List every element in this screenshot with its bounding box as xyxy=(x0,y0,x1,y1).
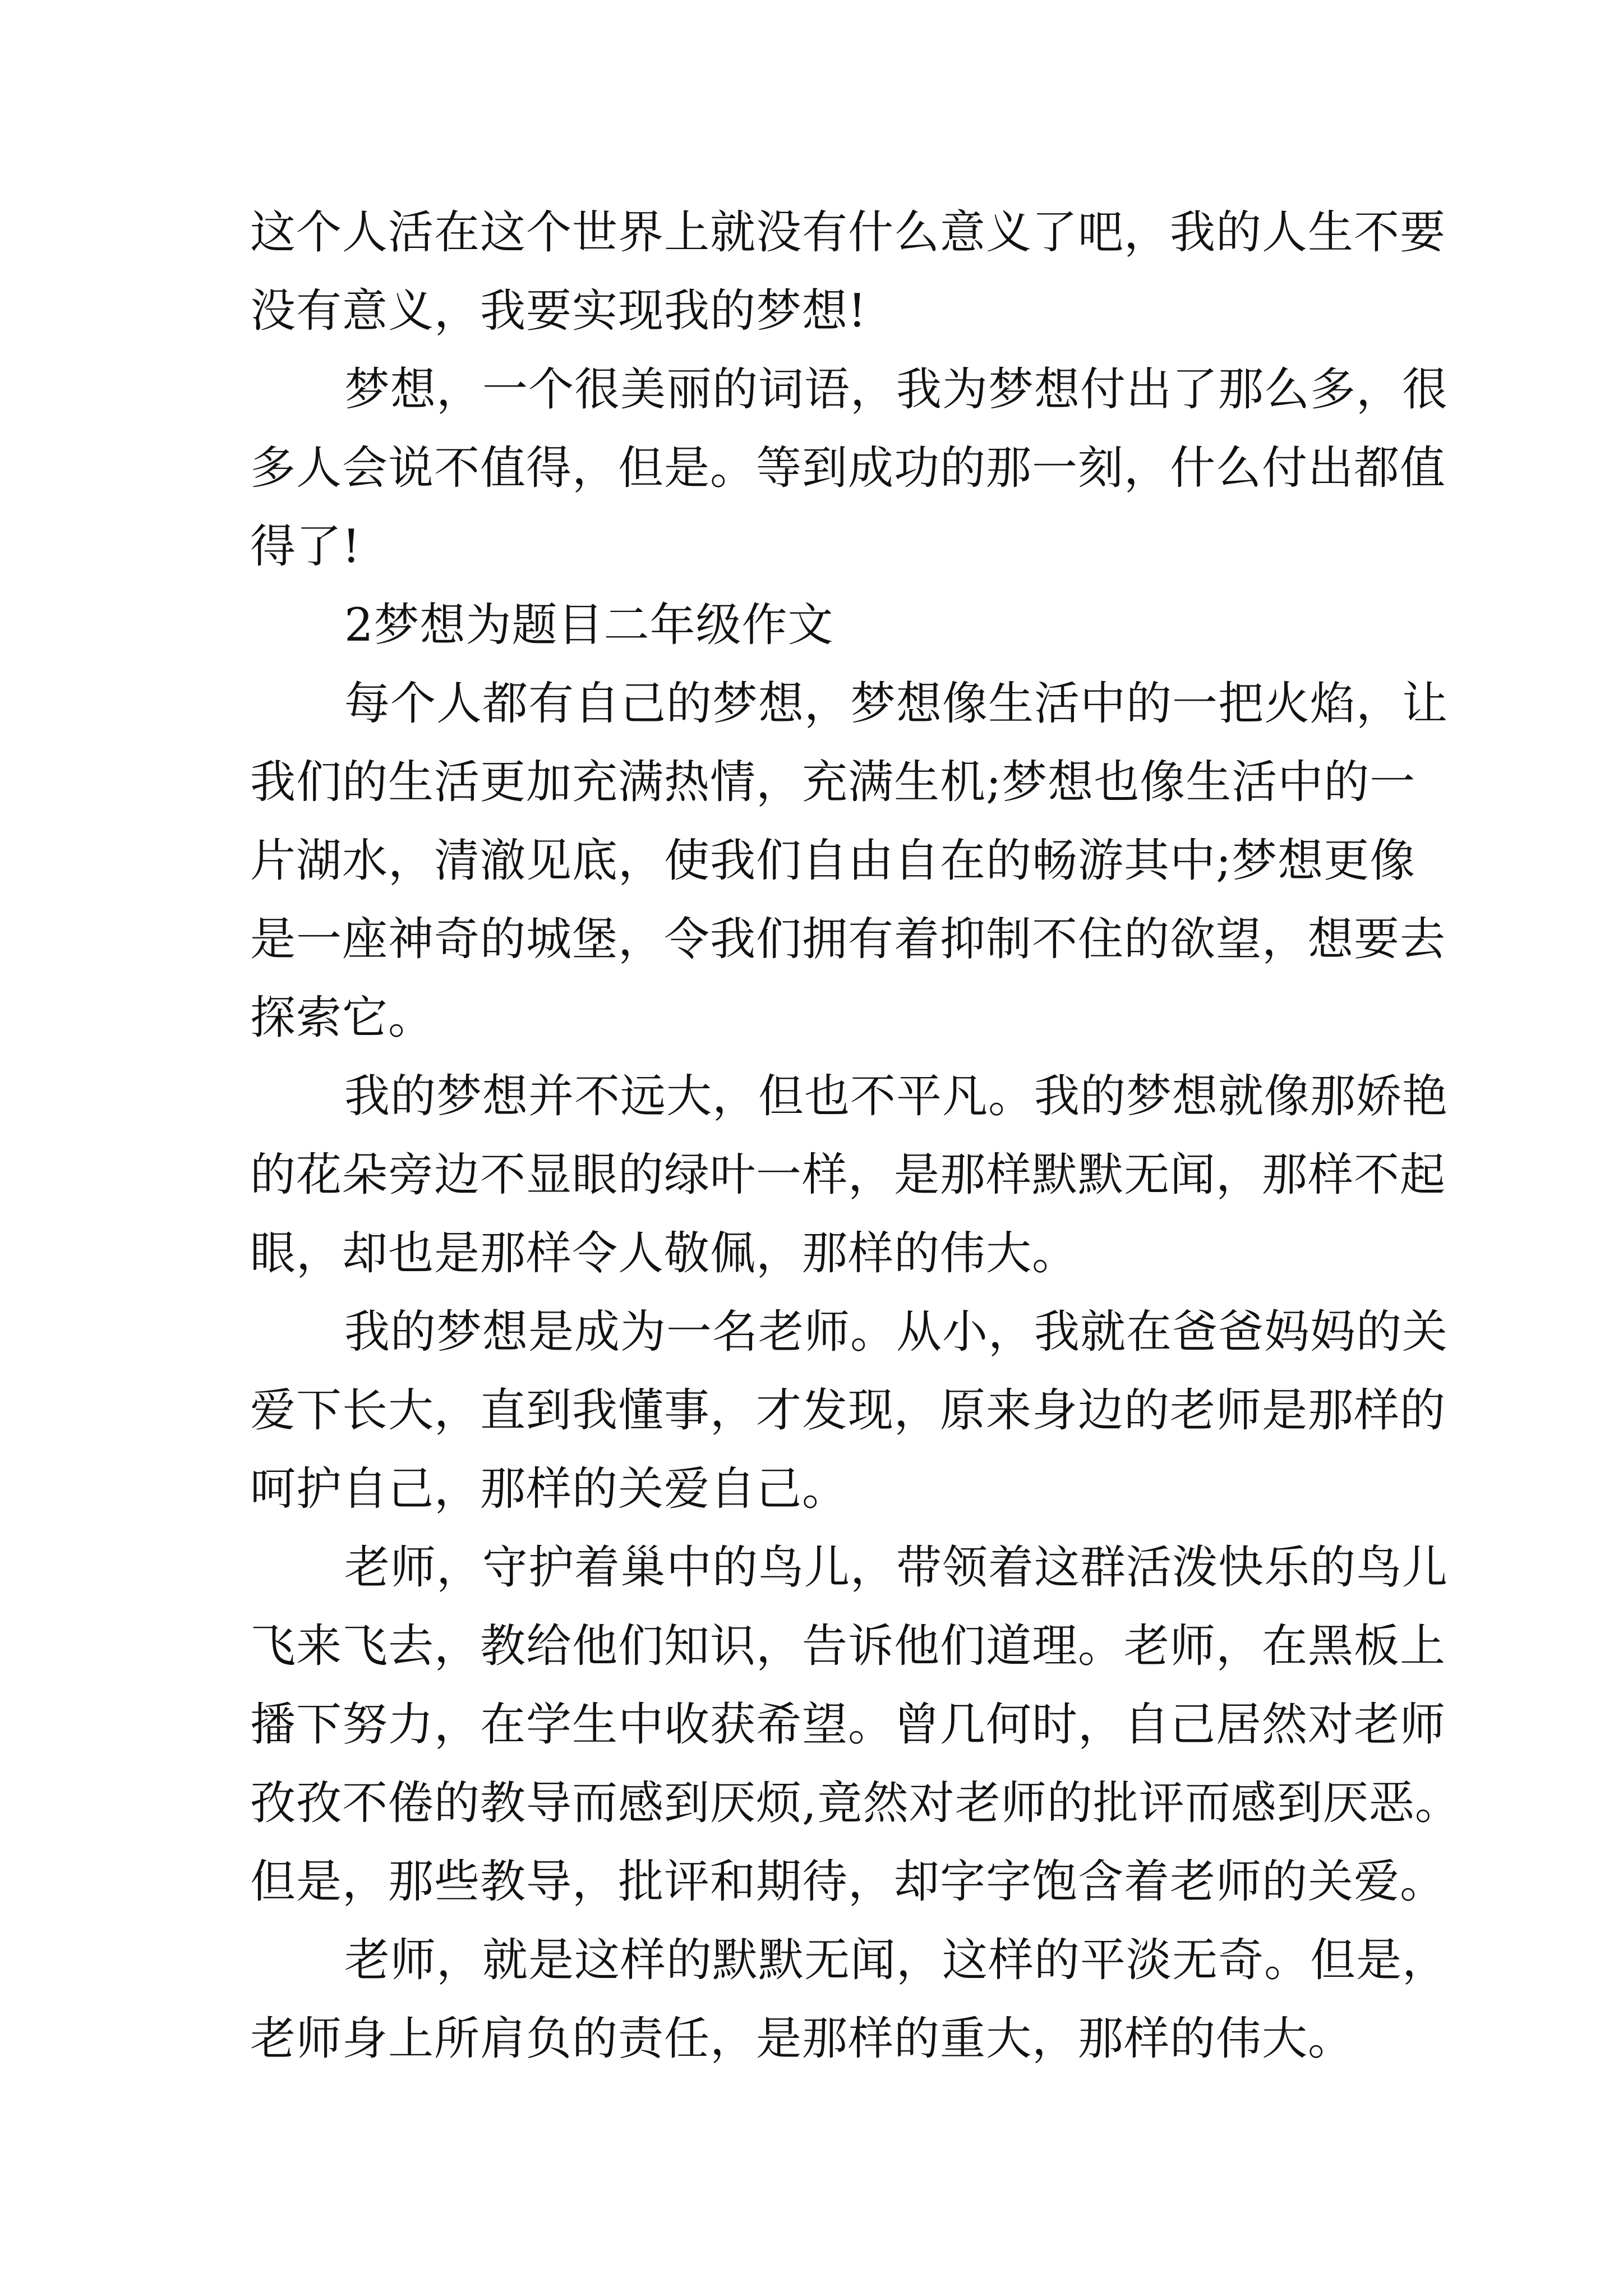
text-line: 我们的生活更加充满热情，充满生机;梦想也像生活中的一 xyxy=(250,756,1416,809)
text-line: 老师身上所肩负的责任，是那样的重大，那样的伟大。 xyxy=(250,2013,1354,2065)
text-line: 片湖水，清澈见底，使我们自由自在的畅游其中;梦想更像 xyxy=(250,835,1416,887)
text-line: 但是，那些教导，批评和期待，却字字饱含着老师的关爱。 xyxy=(250,1856,1446,1908)
text-line: 得了! xyxy=(250,521,361,573)
text-line: 飞来飞去，教给他们知识，告诉他们道理。老师，在黑板上 xyxy=(250,1620,1446,1673)
paragraph-start-line: 我的梦想是成为一名老师。从小，我就在爸爸妈妈的关 xyxy=(344,1306,1449,1359)
text-line: 多人会说不值得，但是。等到成功的那一刻，什么付出都值 xyxy=(250,442,1446,495)
document-body xyxy=(250,194,1461,2078)
text-line: 是一座神奇的城堡，令我们拥有着抑制不住的欲望，想要去 xyxy=(250,913,1446,966)
paragraph-start-line: 老师，就是这样的默默无闻，这样的平淡无奇。但是， xyxy=(344,1934,1449,1987)
text-line: 呵护自己，那样的关爱自己。 xyxy=(250,1463,849,1516)
text-line: 的花朵旁边不显眼的绿叶一样，是那样默默无闻，那样不起 xyxy=(250,1149,1446,1202)
paragraph-start-line: 每个人都有自己的梦想，梦想像生活中的一把火焰，让 xyxy=(344,678,1449,730)
paragraph-start-line: 我的梦想并不远大，但也不平凡。我的梦想就像那娇艳 xyxy=(344,1070,1449,1123)
text-line: 眼，却也是那样令人敬佩，那样的伟大。 xyxy=(250,1227,1078,1280)
section-heading: 2梦想为题目二年级作文 xyxy=(344,599,834,652)
paragraph-start-line: 梦想，一个很美丽的词语，我为梦想付出了那么多，很 xyxy=(344,364,1449,416)
text-line: 播下努力，在学生中收获希望。曾几何时，自己居然对老师 xyxy=(250,1699,1446,1751)
text-line: 孜孜不倦的教导而感到厌烦,竟然对老师的批评而感到厌恶。 xyxy=(250,1777,1461,1830)
text-line: 没有意义，我要实现我的梦想! xyxy=(250,285,867,338)
text-line: 探索它。 xyxy=(250,992,435,1045)
text-line: 爱下长大，直到我懂事，才发现，原来身边的老师是那样的 xyxy=(250,1384,1446,1437)
text-line: 这个人活在这个世界上就没有什么意义了吧，我的人生不要 xyxy=(250,206,1446,259)
paragraph-start-line: 老师，守护着巢中的鸟儿，带领着这群活泼快乐的鸟儿 xyxy=(344,1542,1449,1594)
